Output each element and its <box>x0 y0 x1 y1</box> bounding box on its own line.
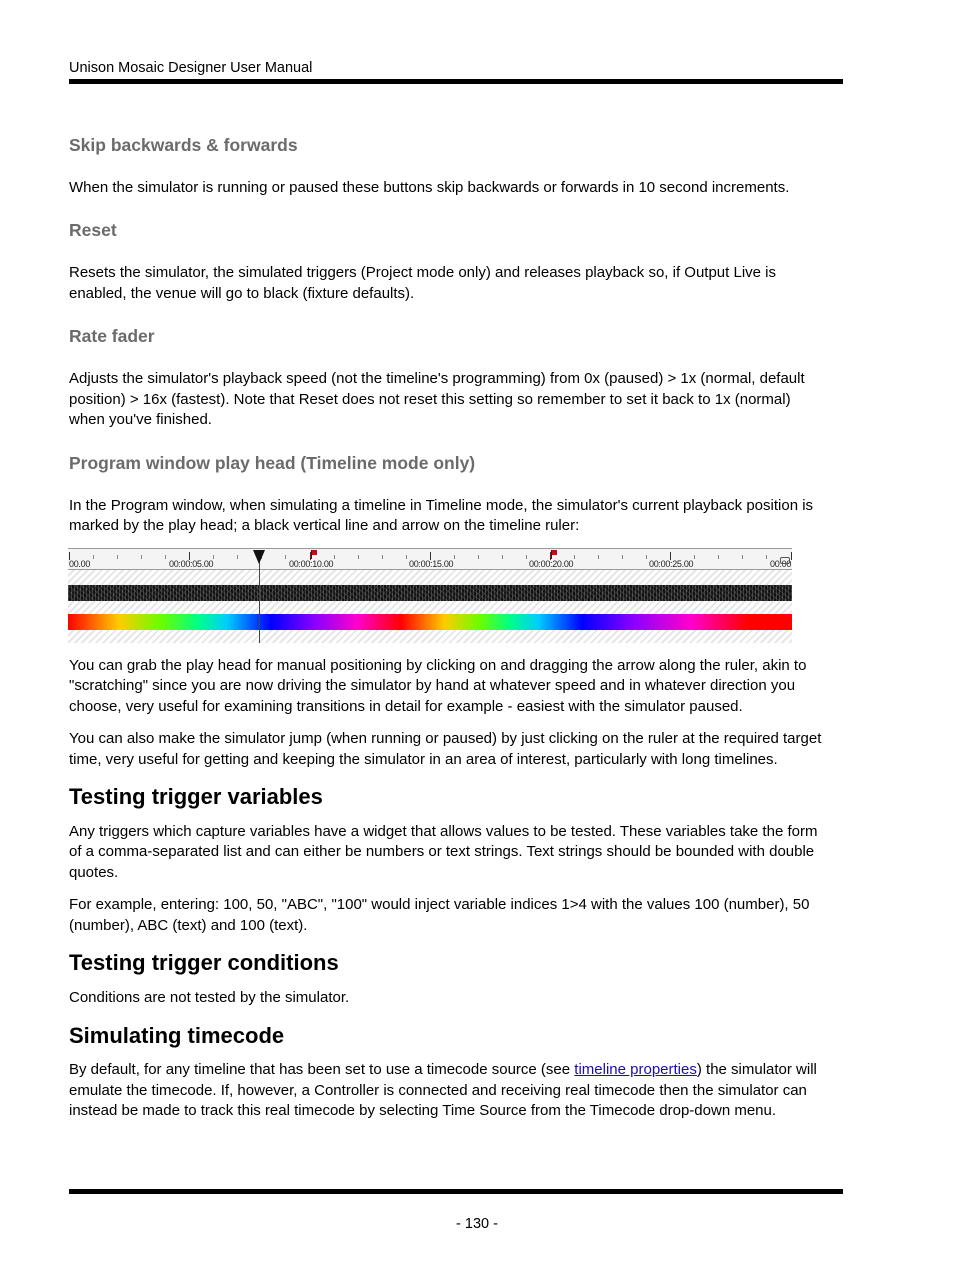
paragraph-grab-line3: choose, very useful for examining transitions in detail for example - easiest with the simulator paused. <box>69 698 743 715</box>
ruler-tick <box>141 555 142 559</box>
ruler-tick <box>526 555 527 559</box>
ruler-tick <box>117 555 118 559</box>
timeline-marker-flag[interactable] <box>311 550 317 558</box>
ruler-label-30: 00:00 <box>770 559 792 569</box>
paragraph-example-line1: For example, entering: 100, 50, "ABC", "100" would inject variable indices 1>4 with the values 100 (number), 50 <box>69 896 810 913</box>
paragraph-variables-line2: of a comma-separated list and can either be numbers or text strings. Text strings should be bounded with double <box>69 843 815 860</box>
ruler-tick <box>718 555 719 559</box>
play-head-arrow-icon[interactable] <box>253 550 265 564</box>
paragraph-jump-line2: time, very useful for getting and keeping the simulator in an area of interest, particularly with long timelines. <box>69 751 778 768</box>
ruler-tick <box>646 555 647 559</box>
paragraph-timecode-line2: emulate the timecode. If, however, a Controller is connected and receiving real timecode then the simulator can <box>69 1082 807 1099</box>
ruler-label-0: 00.00 <box>69 559 91 569</box>
paragraph-rate-line1: Adjusts the simulator's playback speed (not the timeline's programming) from 0x (paused) > 1x (normal, default <box>69 370 805 387</box>
ruler-tick <box>574 555 575 559</box>
paragraph-variables-line3: quotes. <box>69 864 119 881</box>
ruler-tick <box>694 555 695 559</box>
heading-reset: Reset <box>69 220 117 240</box>
ruler-tick <box>598 555 599 559</box>
paragraph-grab-line1: You can grab the play head for manual positioning by clicking on and dragging the arrow along the ruler, akin to <box>69 657 807 674</box>
timeline-properties-link[interactable]: timeline properties <box>574 1061 697 1078</box>
page-number: - 130 - <box>456 1216 498 1232</box>
ruler-tick <box>334 555 335 559</box>
timeline-track-noise <box>68 585 792 601</box>
ruler-tick <box>213 555 214 559</box>
ruler-tick <box>93 555 94 559</box>
paragraph-skip: When the simulator is running or paused these buttons skip backwards or forwards in 10 second increments. <box>69 179 790 196</box>
heading-play-head: Program window play head (Timeline mode only) <box>69 453 476 473</box>
ruler-label-5: 00:00:05.00 <box>169 559 214 569</box>
paragraph-conditions: Conditions are not tested by the simulator. <box>69 989 350 1006</box>
timeline-ruler[interactable] <box>68 548 792 570</box>
ruler-tick <box>382 555 383 559</box>
ruler-tick <box>766 555 767 559</box>
ruler-tick <box>478 555 479 559</box>
heading-skip: Skip backwards & forwards <box>69 135 298 155</box>
heading-trigger-variables: Testing trigger variables <box>69 784 323 809</box>
timeline-marker-flag[interactable] <box>551 550 557 558</box>
timecode-text-b: ) the simulator will <box>696 1061 817 1078</box>
paragraph-rate-line3: when you've finished. <box>69 411 212 428</box>
ruler-tick <box>165 555 166 559</box>
heading-simulating-timecode: Simulating timecode <box>69 1023 285 1048</box>
ruler-label-15: 00:00:15.00 <box>409 559 454 569</box>
ruler-label-20: 00:00:20.00 <box>529 559 574 569</box>
ruler-label-10: 00:00:10.00 <box>289 559 334 569</box>
ruler-tick <box>502 555 503 559</box>
track-gap-2 <box>68 601 792 614</box>
ruler-tick <box>358 555 359 559</box>
play-head-line[interactable] <box>259 558 260 643</box>
paragraph-reset-line2: enabled, the venue will go to black (fixture defaults). <box>69 285 415 302</box>
track-gap-3 <box>68 630 792 643</box>
heading-rate-fader: Rate fader <box>69 326 155 346</box>
paragraph-jump-line1: You can also make the simulator jump (when running or paused) by just clicking on the ruler at the required target <box>69 730 822 747</box>
heading-trigger-conditions: Testing trigger conditions <box>69 950 339 975</box>
ruler-tick <box>237 555 238 559</box>
ruler-tick <box>622 555 623 559</box>
paragraph-playhead-line1: In the Program window, when simulating a timeline in Timeline mode, the simulator's current playback position is <box>69 497 814 514</box>
page-header-title: Unison Mosaic Designer User Manual <box>69 60 313 76</box>
timeline-screenshot <box>68 548 792 643</box>
paragraph-timecode-line3: instead be made to track this real timecode by selecting Time Source from the Timecode drop-down menu. <box>69 1102 777 1119</box>
paragraph-playhead-line2: marked by the play head; a black vertical line and arrow on the timeline ruler: <box>69 517 580 534</box>
ruler-end-icon[interactable] <box>780 557 790 564</box>
footer-rule <box>69 1189 843 1194</box>
ruler-tick <box>454 555 455 559</box>
ruler-tick <box>406 555 407 559</box>
paragraph-grab-line2: "scratching" since you are now driving the simulator by hand at whatever speed and in whatever direction you <box>69 677 796 694</box>
ruler-tick <box>742 555 743 559</box>
ruler-label-25: 00:00:25.00 <box>649 559 694 569</box>
paragraph-example-line2: (number), ABC (text) and 100 (text). <box>69 917 308 934</box>
paragraph-timecode-line1 <box>69 1060 843 1081</box>
paragraph-reset-line1: Resets the simulator, the simulated triggers (Project mode only) and releases playback so, if Output Live is <box>69 264 776 281</box>
track-gap-1 <box>68 570 792 585</box>
timeline-track-rainbow <box>68 614 792 630</box>
ruler-tick <box>285 555 286 559</box>
paragraph-rate-line2: position) > 16x (fastest). Note that Reset does not reset this setting so remember to set it back to 1x (normal) <box>69 391 791 408</box>
paragraph-variables-line1: Any triggers which capture variables have a widget that allows values to be tested. These variables take the form <box>69 823 818 840</box>
timecode-text-a: By default, for any timeline that has been set to use a timecode source (see <box>69 1061 575 1078</box>
header-rule <box>69 79 843 84</box>
